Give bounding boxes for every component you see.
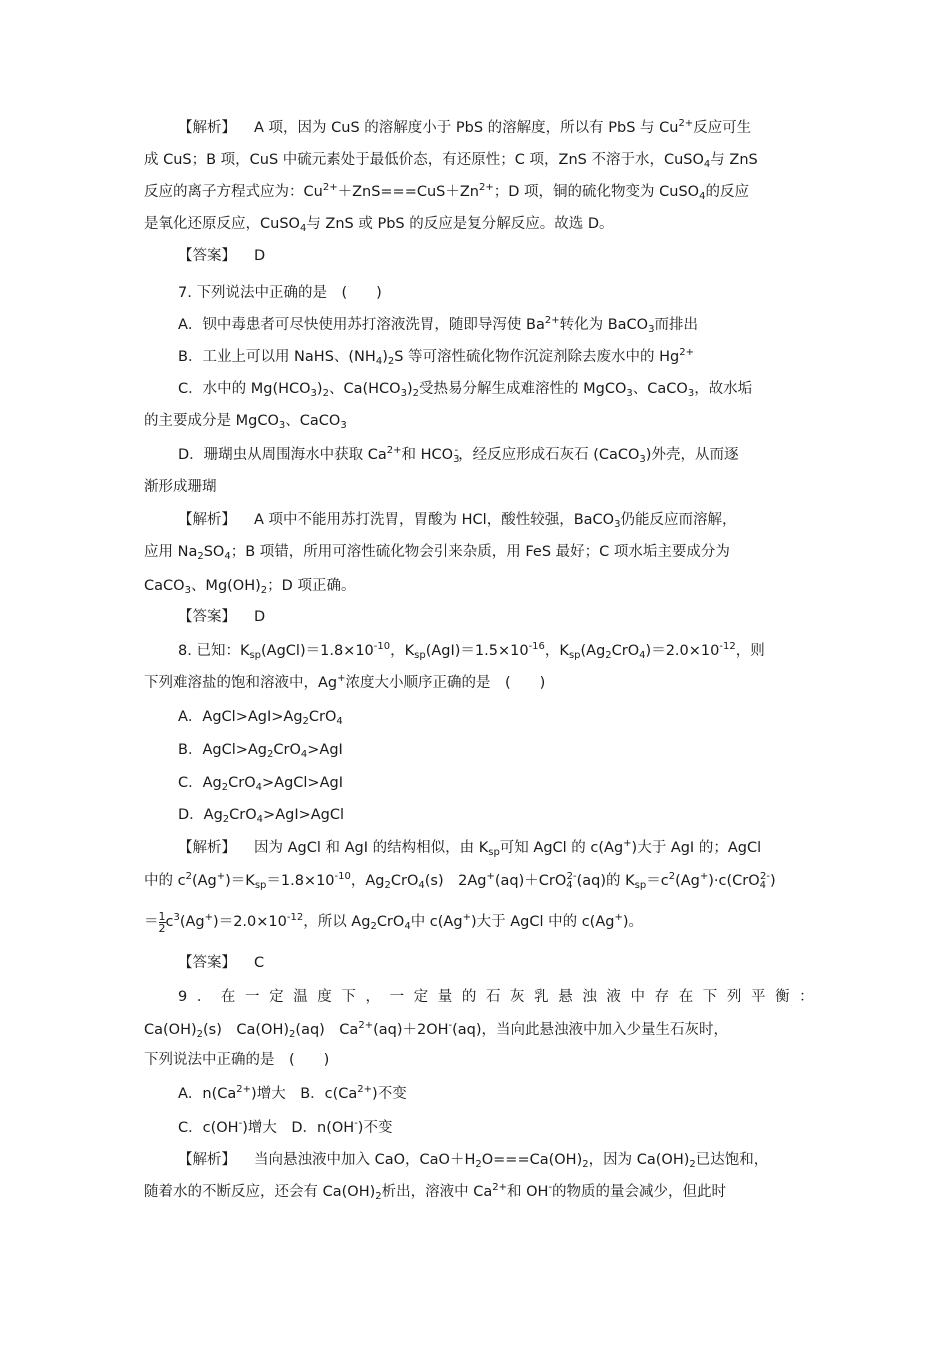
superscript: + [216, 871, 226, 882]
superscript: 2- [566, 871, 577, 882]
superscript: -10 [373, 641, 391, 652]
q8-option-c [178, 771, 814, 795]
text: ，K [544, 643, 569, 659]
text: 下列说法中正确的是 ( ) [144, 1052, 330, 1068]
superscript: 2+ [358, 1020, 374, 1031]
text: 和 HCO [401, 447, 454, 463]
q9-stem-char: 浊 [582, 989, 597, 1005]
superscript: + [623, 838, 632, 849]
q7-analysis-line-3 [144, 574, 814, 598]
q9-stem-char: 灰 [510, 989, 525, 1005]
text: ，Ag [350, 873, 385, 889]
text: 转化为 BaCO [559, 317, 649, 333]
text: >AgI [307, 742, 343, 758]
q9-stem-char: 衡 [775, 989, 790, 1005]
superscript: -12 [719, 641, 736, 652]
q8-option-d [178, 803, 814, 827]
superscript: + [204, 912, 214, 923]
q9-stem-char: 存 [654, 989, 670, 1005]
q9-stem-char: 石 [485, 989, 501, 1005]
text: CrO [229, 807, 257, 823]
subscript: 4 [299, 223, 307, 234]
superscript: 2+ [679, 347, 695, 358]
text: CrO [308, 709, 337, 725]
text: A．钡中毒患者可尽快使用苏打溶液洗胃，随即导泻使 Ba [178, 317, 545, 333]
subscript: sp [254, 880, 267, 891]
q9-stem-char: 定 [269, 989, 284, 1005]
text: (aq)，当向此悬浊液中加入少量生石灰时， [452, 1022, 729, 1038]
text: 8. 已知：K [178, 643, 250, 659]
superscript: + [337, 673, 346, 684]
subscript: sp [568, 650, 581, 661]
text: ；D 项，铜的硫化物变为 CuSO [493, 184, 700, 200]
superscript: 2- [760, 871, 771, 882]
text: 可知 AgCl 的 c(Ag [499, 840, 624, 856]
text: ，则 [735, 643, 765, 659]
text: )增大 B．c(Ca [251, 1086, 358, 1102]
text: 、CaCO [285, 413, 341, 429]
superscript: - [454, 445, 459, 456]
text: )不变 [372, 1086, 407, 1102]
superscript: 2 [668, 871, 676, 882]
text: 析出，溶液中 Ca [381, 1184, 493, 1200]
superscript: + [486, 871, 495, 882]
q8-stem-line-1 [178, 639, 814, 663]
subscript: 3 [614, 519, 621, 530]
subscript: 2 [302, 716, 309, 727]
text: )大于 AgCl 中的 c(Ag [470, 914, 615, 930]
text: (s) Ca(OH) [203, 1022, 290, 1038]
subscript: 4 [224, 551, 231, 562]
q6-analysis-line-4 [144, 212, 814, 236]
text: ) [406, 381, 413, 397]
subscript: 4 [639, 650, 646, 661]
text: c [165, 914, 174, 930]
q9-stem-char: 列 [726, 989, 742, 1005]
answer-value: C [254, 955, 265, 971]
q7-stem [178, 281, 814, 305]
q8-answer [178, 951, 814, 975]
q9-stem-char: 中 [630, 989, 646, 1005]
subscript: 4 [418, 880, 425, 891]
q9-stem-char: 度 [317, 989, 332, 1005]
text: ＋ZnS===CuS＋Zn [337, 184, 479, 200]
text: (AgCl)＝1.8×10 [261, 643, 374, 659]
text: 下列难溶盐的饱和溶液中，Ag [144, 675, 338, 691]
subscript: 2 [221, 782, 229, 793]
text: A 项中不能用苏打洗胃，胃酸为 HCl，酸性较强，BaCO [254, 512, 615, 528]
superscript: -16 [528, 641, 545, 652]
text: 的反应 [705, 184, 749, 200]
text: (aq)的 K [576, 873, 635, 889]
q9-stem-line-2 [144, 1018, 814, 1042]
text: )＝K [225, 873, 255, 889]
superscript: + [614, 912, 623, 923]
q7-analysis-line-1 [178, 508, 814, 532]
subscript: 4 [404, 921, 411, 932]
text: 与 ZnS 或 PbS 的反应是复分解反应。故选 D。 [306, 216, 614, 232]
superscript: 2+ [236, 1084, 252, 1095]
text: ) [770, 873, 776, 889]
text: 、CaCO [632, 381, 688, 397]
text: C．c(OH [178, 1120, 239, 1136]
text: CrO [376, 914, 405, 930]
subscript: 4 [256, 814, 264, 825]
numerator: 1 [158, 909, 166, 923]
q9-stem-char: 的 [461, 989, 477, 1005]
superscript: - [548, 1182, 553, 1193]
q7-option-d-cont [144, 475, 814, 499]
superscript: - [238, 1118, 243, 1129]
text: 应用 Na [144, 544, 198, 560]
q7-option-a [178, 313, 814, 337]
subscript: 3 [400, 388, 407, 399]
q7-option-d [178, 443, 814, 467]
q7-analysis-line-2 [144, 540, 814, 564]
superscript: 2+ [357, 1084, 373, 1095]
subscript: sp [634, 880, 647, 891]
text: CrO [273, 742, 301, 758]
text: 受热易分解生成难溶性的 MgCO [419, 381, 627, 397]
q9-stem-char: ， [365, 989, 380, 1005]
analysis-label: 【解析】 [178, 840, 236, 856]
subscript: 2 [384, 880, 391, 891]
text: ＝1.8×10 [266, 873, 335, 889]
q9-stem-char: 乳 [534, 989, 549, 1005]
subscript: sp [414, 650, 426, 661]
text: ，经反应形成石灰石 (CaCO [458, 447, 640, 463]
q9-stem-char: 温 [293, 989, 308, 1005]
subscript: 2 [387, 356, 395, 367]
text: (Ag [580, 643, 606, 659]
q9-stem-char: 一 [245, 989, 260, 1005]
subscript: 2 [267, 749, 274, 760]
answer-value: D [254, 248, 266, 264]
superscript: 2+ [386, 445, 402, 456]
text: )大于 AgI 的；AgCl [631, 840, 762, 856]
q6-answer [178, 244, 814, 268]
answer-label: 【答案】 [178, 955, 236, 971]
answer-value: D [254, 609, 266, 625]
q9-options-cd [178, 1116, 814, 1140]
q9-stem-char: 在 [678, 989, 694, 1005]
fraction [159, 911, 166, 934]
text: B．AgCl>Ag [178, 742, 267, 758]
text: 、Mg(OH) [190, 578, 261, 594]
subscript: 2 [370, 921, 377, 932]
superscript: - [448, 1020, 453, 1031]
subscript: 3 [648, 324, 655, 335]
superscript: - [354, 1118, 358, 1129]
text: 是氧化还原反应，CuSO [144, 216, 300, 232]
q9-options-ab [178, 1082, 814, 1106]
answer-label: 【答案】 [178, 248, 236, 264]
text: CrO [228, 775, 256, 791]
subscript: 2 [289, 1029, 296, 1040]
q8-analysis-line-2 [144, 869, 814, 893]
q9-stem-char: ． [196, 989, 212, 1005]
text: B．工业上可以用 NaHS、(NH [178, 349, 376, 365]
q9-stem-char: 定 [413, 989, 429, 1005]
q9-stem-char: ： [799, 989, 814, 1005]
text: A．AgCl>AgI>Ag [178, 709, 303, 725]
subscript: 2 [260, 585, 268, 596]
text: >AgI>AgCl [263, 807, 345, 823]
text: 中的 c [144, 873, 186, 889]
text: )不变 [357, 1120, 393, 1136]
subscript: 3 [184, 585, 191, 596]
superscript: + [462, 912, 471, 923]
text: )＝2.0×10 [645, 643, 720, 659]
text: ；B 项错，所用可溶性硫化物会引来杂质，用 FeS 最好；C 项水垢主要成分为 [230, 544, 730, 560]
text: >AgCl>AgI [262, 775, 343, 791]
q7-answer [178, 605, 814, 629]
q9-stem-char: 平 [750, 989, 766, 1005]
superscript: + [699, 871, 709, 882]
text: 仍能反应而溶解， [620, 512, 737, 528]
text: ＝c [646, 873, 669, 889]
superscript: 2+ [492, 1182, 507, 1193]
text: 随着水的不断反应，还会有 Ca(OH) [144, 1184, 376, 1200]
subscript: 2 [475, 1159, 482, 1170]
text: (aq)＋2OH [373, 1022, 449, 1038]
text: ，因为 Ca(OH) [588, 1152, 690, 1168]
subscript: 4 [566, 880, 573, 891]
text: O===Ca(OH) [481, 1152, 583, 1168]
text: A 项，因为 CuS 的溶解度小于 PbS 的溶解度，所以有 PbS 与 Cu [254, 120, 679, 136]
text: (aq) Ca [295, 1022, 359, 1038]
text: )。 [622, 914, 644, 930]
text: 反应可生 [693, 120, 752, 136]
text: (s) 2Ag [424, 873, 487, 889]
q6-analysis-line-1 [178, 116, 814, 140]
subscript: 4 [336, 716, 343, 727]
q8-stem-line-2 [144, 671, 814, 695]
subscript: 3 [639, 454, 646, 465]
text: ，故水垢 [694, 381, 753, 397]
text: ＝ [144, 914, 159, 930]
text: (AgI)＝1.5×10 [425, 643, 529, 659]
text: )＝2.0×10 [213, 914, 287, 930]
text: C．水中的 Mg(HCO [178, 381, 311, 397]
subscript: 2 [689, 1159, 696, 1170]
q9-analysis-line-2 [144, 1180, 814, 1204]
text: D．珊瑚虫从周围海水中获取 Ca [178, 447, 387, 463]
subscript: 4 [300, 749, 308, 760]
text: 中 c(Ag [410, 914, 463, 930]
text: CaCO [144, 578, 185, 594]
superscript: 2+ [322, 182, 338, 193]
q9-stem-line-1 [178, 985, 814, 1009]
subscript: 2 [412, 388, 419, 399]
text: )外壳，从而逐 [645, 447, 739, 463]
q9-stem-char: 液 [606, 989, 621, 1005]
subscript: 4 [255, 782, 262, 793]
q9-stem-char: 9 [178, 989, 188, 1005]
subscript: 3 [453, 454, 460, 465]
q7-option-c [178, 377, 814, 401]
subscript: 4 [375, 356, 383, 367]
text: 因为 AgCl 和 AgI 的结构相似，由 K [254, 840, 489, 856]
text: A．n(Ca [178, 1086, 237, 1102]
text: ，K [390, 643, 415, 659]
text: ，所以 Ag [303, 914, 371, 930]
analysis-label: 【解析】 [178, 120, 236, 136]
denominator: 2 [158, 921, 166, 935]
subscript: 3 [278, 420, 286, 431]
text: 7. 下列说法中正确的是 ( ) [178, 285, 382, 301]
text: 浓度大小顺序正确的是 ( ) [345, 675, 546, 691]
q9-stem-char: 在 [220, 989, 236, 1005]
subscript: 3 [340, 420, 347, 431]
text: 而排出 [654, 317, 698, 333]
text: ；D 项正确。 [267, 578, 356, 594]
text: 的主要成分是 MgCO [144, 413, 279, 429]
analysis-label: 【解析】 [178, 512, 236, 528]
text: 与 ZnS [710, 152, 758, 168]
q9-stem-char: 一 [389, 989, 405, 1005]
text: )·c(CrO [708, 873, 760, 889]
text: 渐形成珊瑚 [144, 479, 217, 495]
text: 成 CuS；B 项，CuS 中硫元素处于最低价态，有还原性；C 项，ZnS 不溶于水，CuSO [144, 152, 704, 168]
answer-label: 【答案】 [178, 609, 236, 625]
text: CrO [390, 873, 419, 889]
subscript: 2 [375, 1191, 382, 1202]
analysis-label: 【解析】 [178, 1152, 236, 1168]
subscript: 3 [626, 388, 633, 399]
subscript: 2 [605, 650, 612, 661]
superscript: 2+ [678, 118, 694, 129]
text: 当向悬浊液中加入 CaO，CaO＋H [254, 1152, 476, 1168]
text: C．Ag [178, 775, 222, 791]
q9-stem-char: 下 [341, 989, 356, 1005]
text: 和 OH [507, 1184, 549, 1200]
superscript: -12 [286, 912, 304, 923]
subscript: 4 [759, 880, 767, 891]
text: S 等可溶性硫化物作沉淀剂除去废水中的 Hg [394, 349, 680, 365]
subscript: sp [249, 650, 262, 661]
q8-option-a [178, 705, 814, 729]
subscript: 2 [222, 814, 230, 825]
text: (Ag [675, 873, 700, 889]
text: D．Ag [178, 807, 223, 823]
superscript: 3 [173, 912, 180, 923]
subscript: 2 [197, 551, 204, 562]
text: 已达饱和， [695, 1152, 769, 1168]
text: )增大 D．n(OH [242, 1120, 355, 1136]
subscript: 2 [322, 388, 329, 399]
subscript: 3 [687, 388, 695, 399]
subscript: 2 [582, 1159, 589, 1170]
superscript: -10 [334, 871, 351, 882]
subscript: 3 [310, 388, 317, 399]
text: 、Ca(HCO [328, 381, 401, 397]
q9-analysis-line-1 [178, 1148, 814, 1172]
q8-analysis-line-3 [144, 910, 814, 934]
q6-analysis-line-2 [144, 148, 814, 172]
subscript: 2 [196, 1029, 204, 1040]
text: (Ag [191, 873, 217, 889]
q6-analysis-line-3 [144, 180, 814, 204]
superscript: 2+ [544, 315, 560, 326]
text: (Ag [179, 914, 205, 930]
text: SO [203, 544, 225, 560]
q9-stem-char: 悬 [558, 989, 573, 1005]
q8-option-b [178, 738, 814, 762]
subscript: 4 [699, 191, 706, 202]
text: ) [316, 381, 323, 397]
superscript: 2 [185, 871, 192, 882]
q8-analysis-line-1 [178, 836, 814, 860]
text: Ca(OH) [144, 1022, 197, 1038]
q9-stem-char: 下 [702, 989, 718, 1005]
q9-stem-line-3 [144, 1048, 814, 1072]
superscript: 2+ [479, 182, 494, 193]
q7-option-b [178, 345, 814, 369]
text: 反应的离子方程式应为：Cu [144, 184, 323, 200]
q9-stem-char: 量 [437, 989, 453, 1005]
text: (aq)＋CrO [494, 873, 567, 889]
subscript: sp [488, 847, 500, 858]
subscript: 4 [703, 159, 711, 170]
q7-option-c-cont [144, 409, 814, 433]
text: ) [382, 349, 388, 365]
text: CrO [611, 643, 640, 659]
text: 的物质的量会减少，但此时 [552, 1184, 727, 1200]
